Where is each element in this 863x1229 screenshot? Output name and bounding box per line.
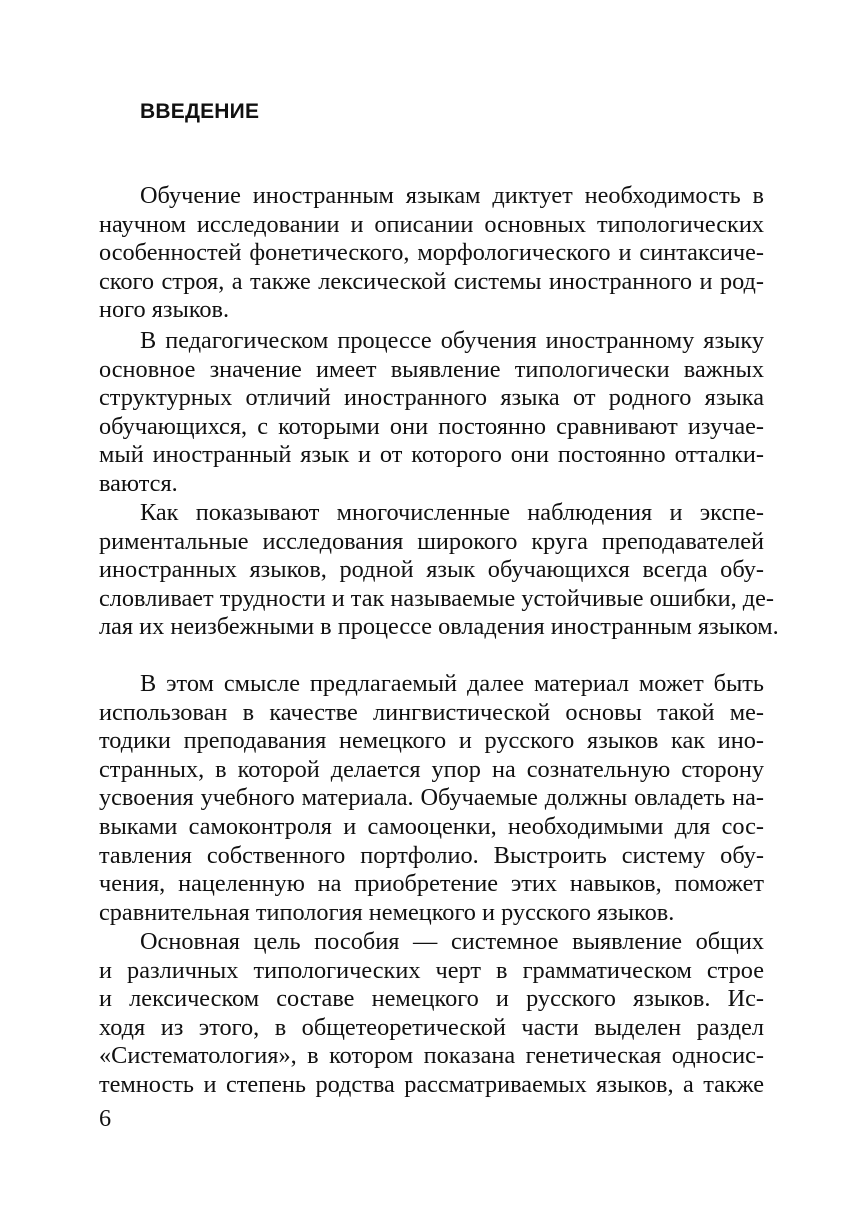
text-line: и лексическом составе немецкого и русского языков. Ис-: [99, 985, 764, 1013]
text-line: Как показывают многочисленные наблюдения и экспе-: [140, 499, 764, 526]
text-line: сравнительная типология немецкого и русского языков.: [99, 898, 675, 926]
text-line: ходя из этого, в общетеоретической части выделен раздел: [99, 1013, 764, 1041]
text-line: ского строя, а также лексической системы иностранного и род-: [99, 267, 764, 295]
text-line: ного языков.: [99, 296, 230, 324]
text-line: мый иностранный язык и от которого они постоянно отталки-: [99, 441, 764, 469]
text-line: В этом смысле предлагаемый далее материал может быть: [140, 670, 764, 697]
paragraph-1: [99, 182, 764, 325]
text-line: основное значение имеет выявление типологически важных: [99, 355, 764, 383]
text-line: научном исследовании и описании основных типологических: [99, 210, 764, 238]
text-line: использован в качестве лингвистической основы такой ме-: [99, 698, 764, 726]
text-line: иностранных языков, родной язык обучающихся всегда обу-: [99, 556, 764, 584]
text-line: Основная цель пособия — системное выявление общих: [140, 928, 764, 955]
text-line: обучающихся, с которыми они постоянно сравнивают изучае-: [99, 412, 764, 440]
text-line: выками самоконтроля и самооценки, необходимыми для сос-: [99, 812, 764, 840]
text-line: чения, нацеленную на приобретение этих навыков, поможет: [99, 870, 764, 898]
text-line: Обучение иностранным языкам диктует необходимость в: [140, 182, 764, 209]
text-line: тодики преподавания немецкого и русского языков как ино-: [99, 727, 764, 755]
text-line: ваются.: [99, 469, 178, 497]
paragraph-5: [99, 928, 764, 1100]
text-line: риментальные исследования широкого круга преподавателей: [99, 527, 764, 555]
paragraph-4: [99, 670, 764, 927]
text-line: странных, в которой делается упор на сознательную сторону: [99, 755, 764, 783]
page-title: ВВЕДЕНИЕ: [140, 100, 260, 123]
text-line: структурных отличий иностранного языка от родного языка: [99, 384, 764, 412]
text-line: В педагогическом процессе обучения иностранному языку: [140, 327, 764, 354]
page-number: 6: [99, 1105, 112, 1132]
text-line: усвоения учебного материала. Обучаемые должны овладеть на-: [99, 784, 764, 812]
text-line: темность и степень родства рассматриваемых языков, а также: [99, 1070, 764, 1098]
text-line: и различных типологических черт в грамматическом строе: [99, 956, 764, 984]
text-line: особенностей фонетического, морфологического и синтаксиче-: [99, 239, 764, 267]
text-line: словливает трудности и так называемые устойчивые ошибки, де-: [99, 584, 775, 612]
text-line: лая их неизбежными в процессе овладения иностранным языком.: [99, 613, 779, 641]
text-line: «Систематология», в котором показана генетическая односис-: [99, 1042, 764, 1070]
paragraph-3: [99, 499, 779, 642]
paragraph-2: [99, 327, 764, 499]
text-line: тавления собственного портфолио. Выстроить систему обу-: [99, 841, 764, 869]
